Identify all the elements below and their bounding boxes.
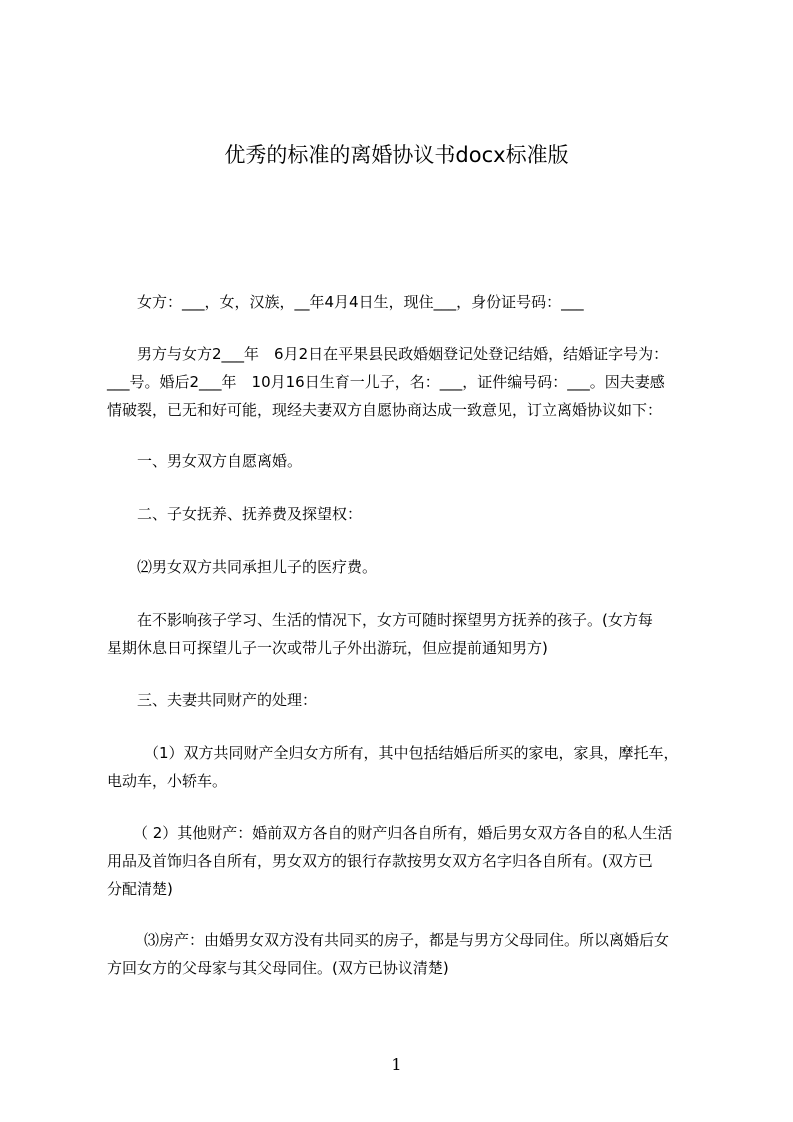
text-line: （ 2）其他财产：婚前双方各自的财产归各自所有，婚后男女双方各自的私人生活 — [133, 824, 673, 842]
document-title: 优秀的标准的离婚协议书docx标准版 — [224, 143, 569, 167]
section-heading-2 — [137, 500, 362, 528]
text-line: 方回女方的父母家与其父母同住。(双方已协议清楚) — [107, 959, 449, 977]
text-line: 情破裂，已无和好可能，现经夫妻双方自愿协商达成一致意见，订立离婚协议如下： — [107, 401, 663, 419]
text-line: 分配清楚) — [107, 880, 173, 898]
section-heading-1 — [137, 447, 302, 475]
paragraph-marriage-info — [107, 340, 668, 424]
text-line: 星期休息日可探望儿子一次或带儿子外出游玩，但应提前通知男方) — [107, 639, 548, 657]
text-line: 二、子女抚养、抚养费及探望权： — [137, 505, 363, 523]
section-heading-3 — [137, 686, 317, 714]
paragraph-property-house — [107, 926, 669, 982]
text-line: ⑵男女双方共同承担儿子的医疗费。 — [137, 558, 378, 576]
text-line: ⑶房产：由婚男女双方没有共同买的房子，都是与男方父母同住。所以离婚后女 — [144, 931, 670, 949]
paragraph-property-1 — [107, 739, 679, 795]
paragraph-wife-info — [137, 288, 584, 316]
text-line: 男方与女方2___年 6月2日在平果县民政婚姻登记处登记结婚，结婚证字号为： — [137, 345, 669, 363]
page-number: 1 — [391, 1055, 402, 1074]
paragraph-visitation — [107, 606, 653, 662]
text-line: 在不影响孩子学习、生活的情况下，女方可随时探望男方抚养的孩子。(女方每 — [137, 611, 653, 629]
paragraph-medical-cost — [137, 553, 377, 581]
text-line: ___号。婚后2___年 10月16日生育一儿子，名：___，证件编号码：___。因夫妻感 — [107, 373, 665, 391]
text-line: 一、男女双方自愿离婚。 — [137, 452, 303, 470]
text-line: 用品及首饰归各自所有，男女双方的银行存款按男女双方名字归各自所有。(双方已 — [107, 852, 653, 870]
text-line: 电动车，小轿车。 — [107, 772, 228, 790]
text-line: 女方：___，女，汉族，__年4月4日生，现住___，身份证号码：___ — [137, 293, 584, 311]
text-line: 三、夫妻共同财产的处理： — [137, 691, 318, 709]
text-line: （1）双方共同财产全归女方所有，其中包括结婚后所买的家电，家具，摩托车， — [144, 744, 679, 762]
paragraph-property-2 — [107, 819, 672, 903]
